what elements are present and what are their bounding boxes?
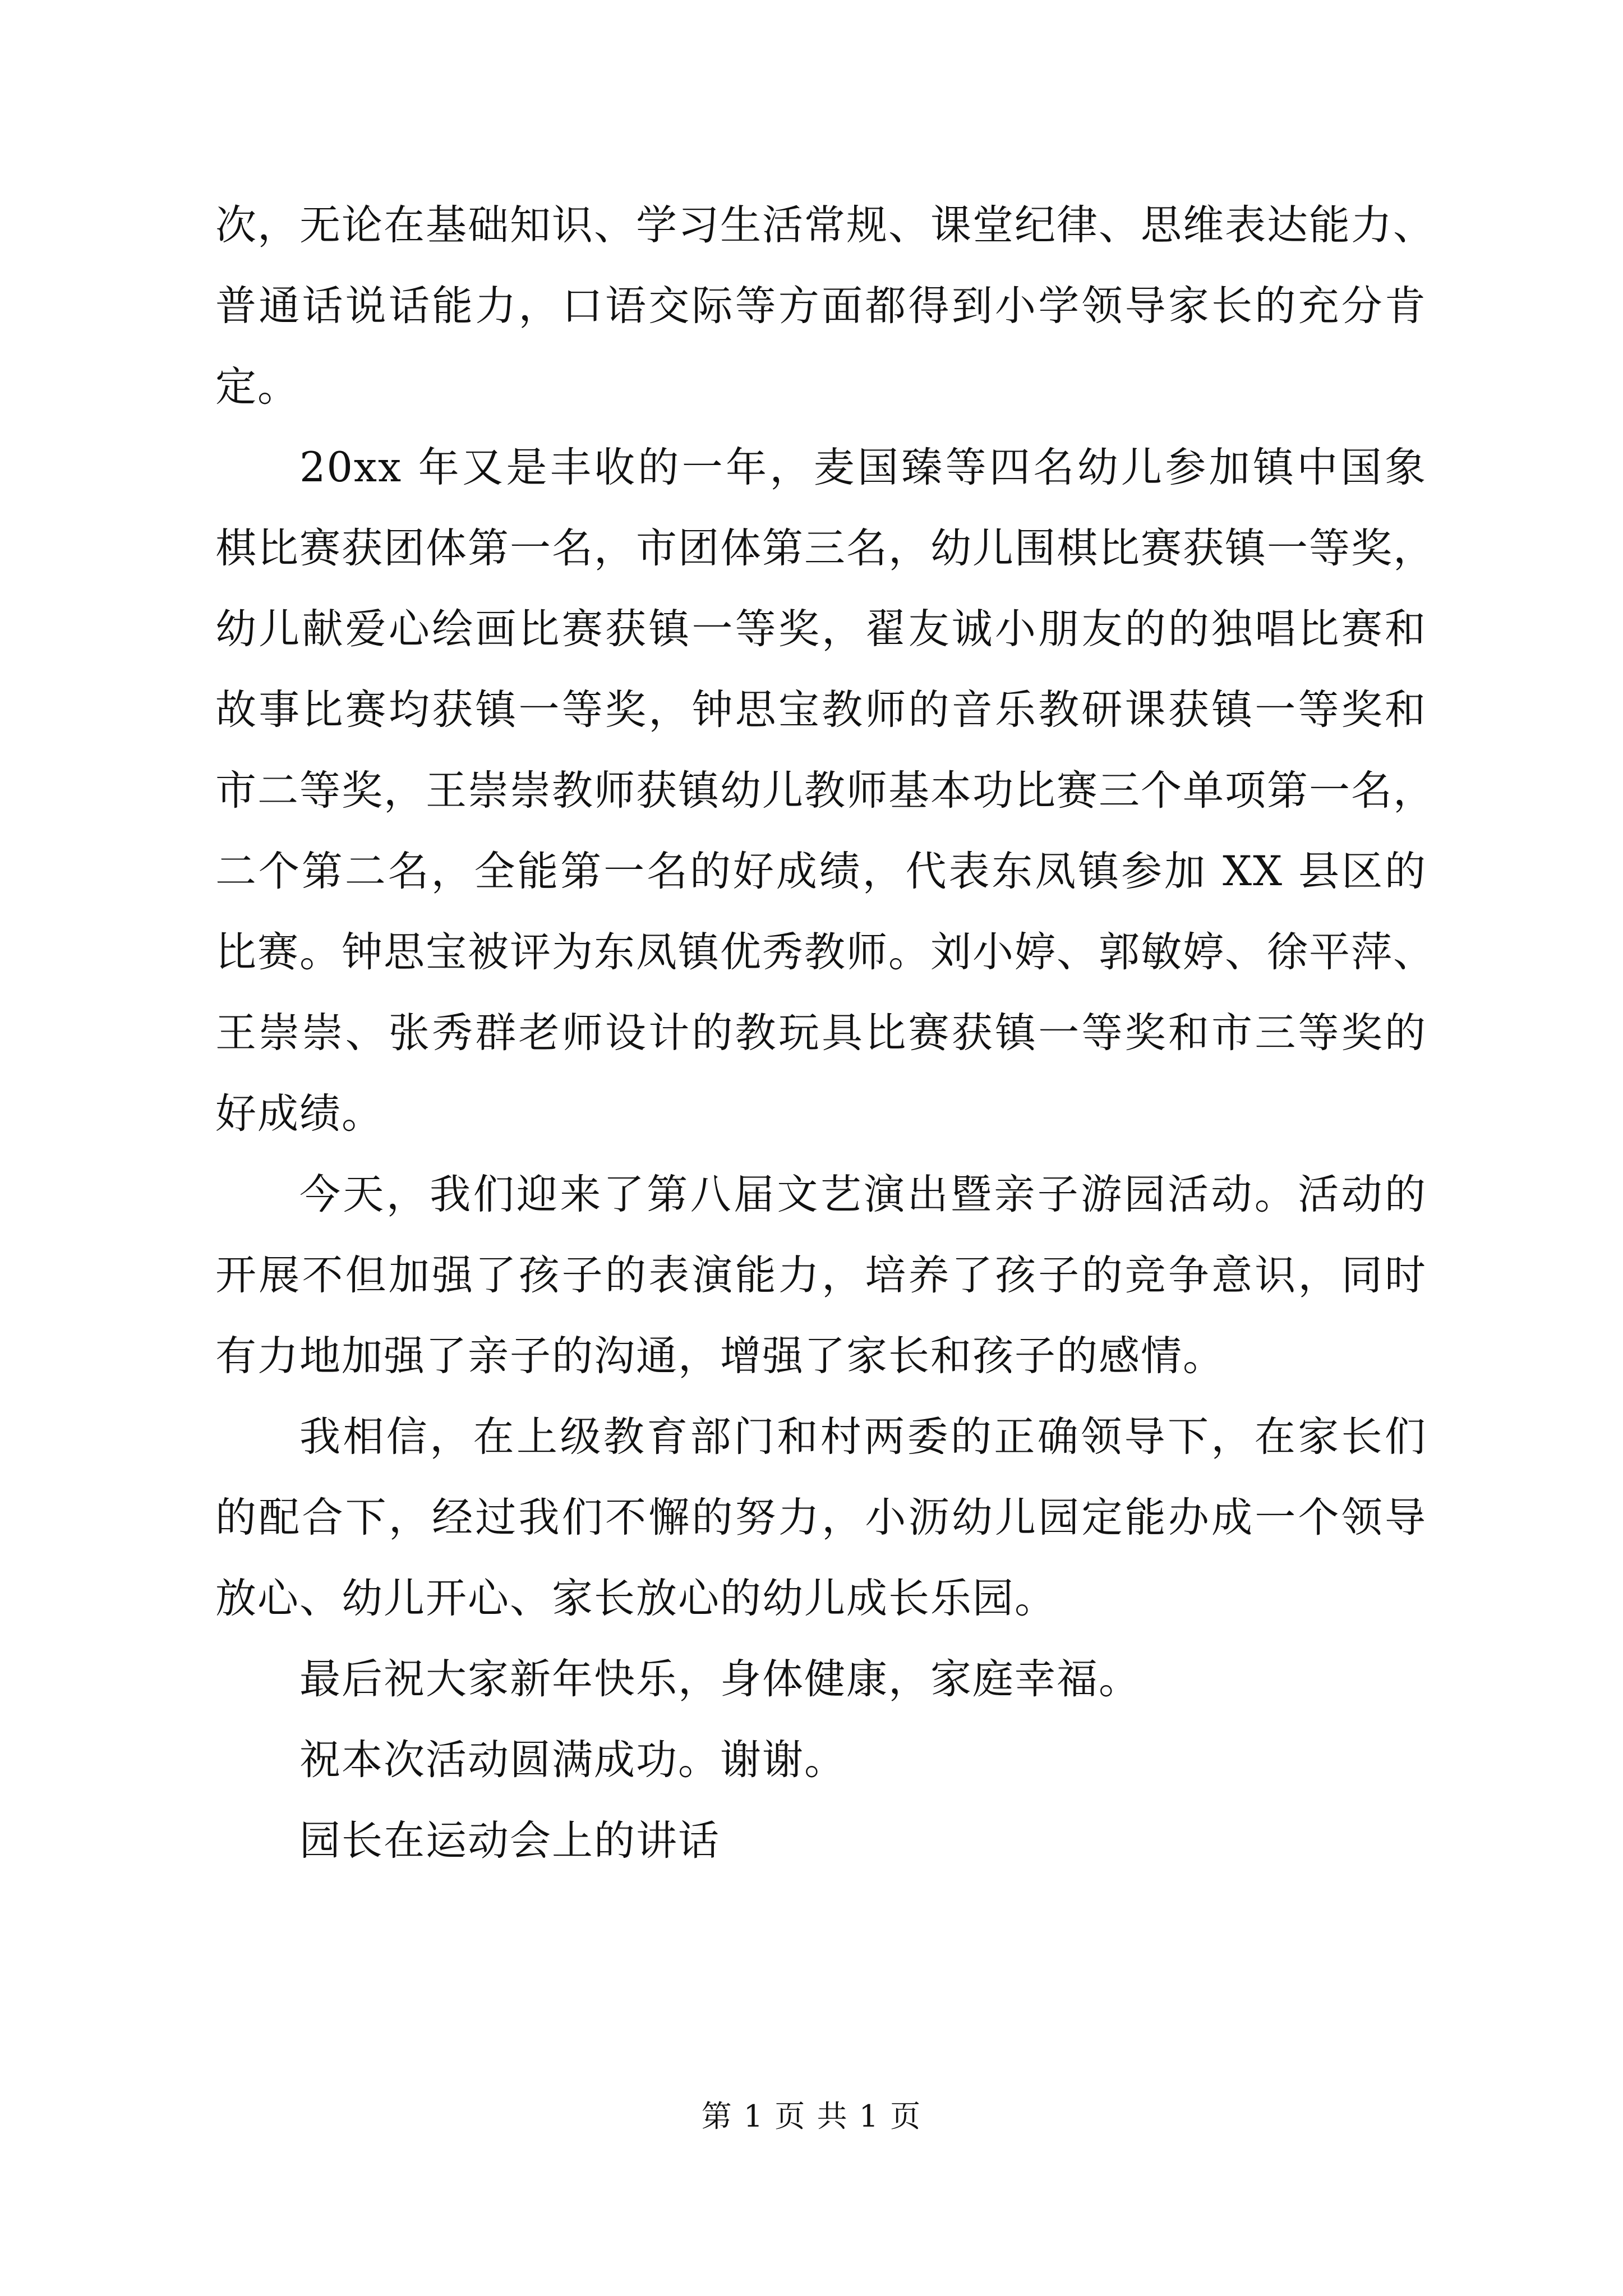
text-line: 今天，我们迎来了第八届文艺演出暨亲子游园活动。活动的 [299, 1171, 1427, 1218]
text-line: 好成绩。 [215, 1090, 384, 1138]
text-line: 二个第二名，全能第一名的好成绩，代表东凤镇参加 XX 县区的 [215, 848, 1427, 895]
text-line: 故事比赛均获镇一等奖，钟思宝教师的音乐教研课获镇一等奖和 [215, 686, 1427, 734]
text-line: 20xx 年又是丰收的一年，麦国臻等四名幼儿参加镇中国象 [299, 444, 1427, 491]
text-line: 最后祝大家新年快乐，身体健康，家庭幸福。 [299, 1655, 1141, 1703]
text-line: 我相信，在上级教育部门和村两委的正确领导下，在家长们 [299, 1413, 1427, 1461]
text-line: 幼儿献爱心绘画比赛获镇一等奖，翟友诚小朋友的的独唱比赛和 [215, 605, 1427, 653]
text-line: 放心、幼儿开心、家长放心的幼儿成长乐园。 [215, 1575, 1057, 1622]
text-line: 市二等奖，王崇崇教师获镇幼儿教师基本功比赛三个单项第一名， [215, 767, 1435, 815]
text-line: 王崇崇、张秀群老师设计的教玩具比赛获镇一等奖和市三等奖的 [215, 1009, 1427, 1057]
text-line: 有力地加强了亲子的沟通，增强了家长和孩子的感情。 [215, 1332, 1225, 1380]
text-line: 普通话说话能力，口语交际等方面都得到小学领导家长的充分肯 [215, 282, 1427, 330]
text-line: 祝本次活动圆满成功。谢谢。 [299, 1736, 846, 1784]
text-line: 次，无论在基础知识、学习生活常规、课堂纪律、思维表达能力、 [215, 201, 1435, 249]
text-line: 开展不但加强了孩子的表演能力，培养了孩子的竞争意识，同时 [215, 1251, 1427, 1299]
document-body [215, 185, 1435, 1881]
text-line: 园长在运动会上的讲话 [299, 1817, 720, 1865]
text-line: 棋比赛获团体第一名，市团体第三名，幼儿围棋比赛获镇一等奖， [215, 524, 1435, 572]
text-line: 定。 [215, 363, 299, 411]
page-number-footer: 第 1 页 共 1 页 [701, 2099, 922, 2134]
text-line: 比赛。钟思宝被评为东凤镇优秀教师。刘小婷、郭敏婷、徐平萍、 [215, 928, 1435, 976]
text-line: 的配合下，经过我们不懈的努力，小沥幼儿园定能办成一个领导 [215, 1494, 1427, 1542]
